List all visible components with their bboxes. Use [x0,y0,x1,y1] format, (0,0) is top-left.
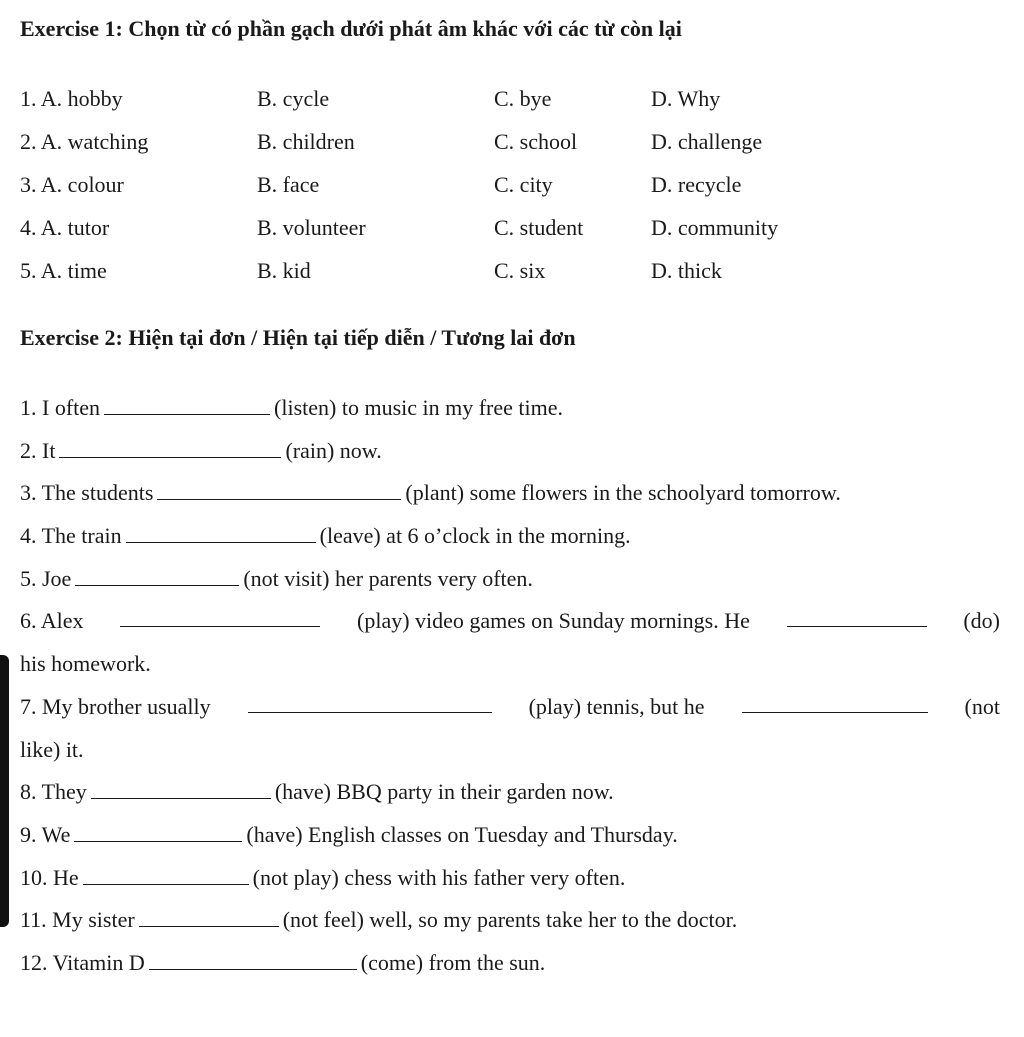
exercise-2-list [20,395,1000,993]
question-continuation-text: like) it. [20,736,84,762]
answer-blank [149,951,357,970]
question-line [20,566,1000,609]
question-line [20,865,1000,908]
option-c: C. six [494,258,546,283]
question-line [20,694,1000,737]
question-line [20,480,1000,523]
option-d: D. thick [651,258,722,283]
question-line [20,950,1000,993]
answer-blank [139,908,279,927]
question-suffix: (listen) to music in my free time. [274,395,564,420]
question-line [20,438,1000,481]
question-suffix: (rain) now. [285,437,382,463]
question-line [20,907,1000,950]
question-prefix: 12. Vitamin D [20,949,145,975]
option-b: B. face [257,172,320,197]
question-row [20,129,1000,172]
question-prefix: 4. The train [20,523,122,549]
option-d: D. community [651,215,779,240]
exercise-1-heading: Exercise 1: Chọn từ có phần gạch dưới phát âm khác với các từ còn lại [20,16,682,41]
question-continuation-text: his homework. [20,651,151,677]
answer-blank [104,396,270,415]
answer-blank [126,524,316,543]
question-prefix: 8. They [20,779,87,805]
option-c: C. bye [494,86,552,111]
question-continuation [20,737,1000,780]
option-a: 4. A. tutor [20,215,110,240]
question-prefix: 5. Joe [20,565,72,591]
question-suffix: (have) BBQ party in their garden now. [274,779,614,805]
option-c: C. student [494,215,584,240]
answer-blank [74,823,242,842]
question-row [20,172,1000,215]
exercise-1-list [20,86,1000,301]
question-prefix: 10. He [20,864,79,890]
answer-blank [248,694,492,713]
question-suffix: (not feel) well, so my parents take her to the doctor. [282,907,738,933]
question-suffix: (have) English classes on Tuesday and Thursday. [246,821,678,847]
question-suffix: (not [964,693,1000,719]
exercise-2-heading: Exercise 2: Hiện tại đơn / Hiện tại tiếp diễn / Tương lai đơn [20,325,576,350]
answer-blank [59,439,281,458]
question-suffix: (come) from the sun. [360,949,546,975]
option-d: D. recycle [651,172,742,197]
question-line [20,822,1000,865]
answer-blank [75,567,239,586]
question-prefix: 1. I often [20,395,101,420]
question-suffix: (not visit) her parents very often. [243,565,533,591]
question-row [20,86,1000,129]
option-c: C. school [494,129,578,154]
page-edge-bar [0,655,9,927]
question-row [20,258,1000,301]
question-suffix: (leave) at 6 o’clock in the morning. [319,523,631,549]
question-prefix: 6. Alex [20,608,84,634]
question-line [20,395,1000,438]
question-suffix: (plant) some flowers in the schoolyard tomorrow. [405,480,841,506]
answer-blank [83,866,249,885]
question-prefix: 2. It [20,437,56,463]
option-b: B. children [257,129,355,154]
answer-blank [120,608,320,627]
question-line [20,779,1000,822]
option-b: B. cycle [257,86,330,111]
option-a: 2. A. watching [20,129,149,154]
question-continuation [20,651,1000,694]
option-a: 1. A. hobby [20,86,123,111]
question-line [20,523,1000,566]
answer-blank [157,481,401,500]
question-suffix: (do) [963,608,1000,634]
question-middle: (play) tennis, but he [528,693,705,719]
question-row [20,215,1000,258]
question-prefix: 7. My brother usually [20,693,211,719]
option-a: 5. A. time [20,258,107,283]
answer-blank [742,694,928,713]
option-d: D. Why [651,86,721,111]
option-c: C. city [494,172,553,197]
option-a: 3. A. colour [20,172,124,197]
option-b: B. kid [257,258,311,283]
question-prefix: 11. My sister [20,907,135,933]
option-b: B. volunteer [257,215,366,240]
question-line [20,608,1000,651]
question-suffix: (not play) chess with his father very often. [252,864,626,890]
question-middle: (play) video games on Sunday mornings. He [357,608,750,634]
option-d: D. challenge [651,129,763,154]
answer-blank [91,780,271,799]
answer-blank [787,608,927,627]
question-prefix: 3. The students [20,480,154,506]
question-prefix: 9. We [20,821,71,847]
